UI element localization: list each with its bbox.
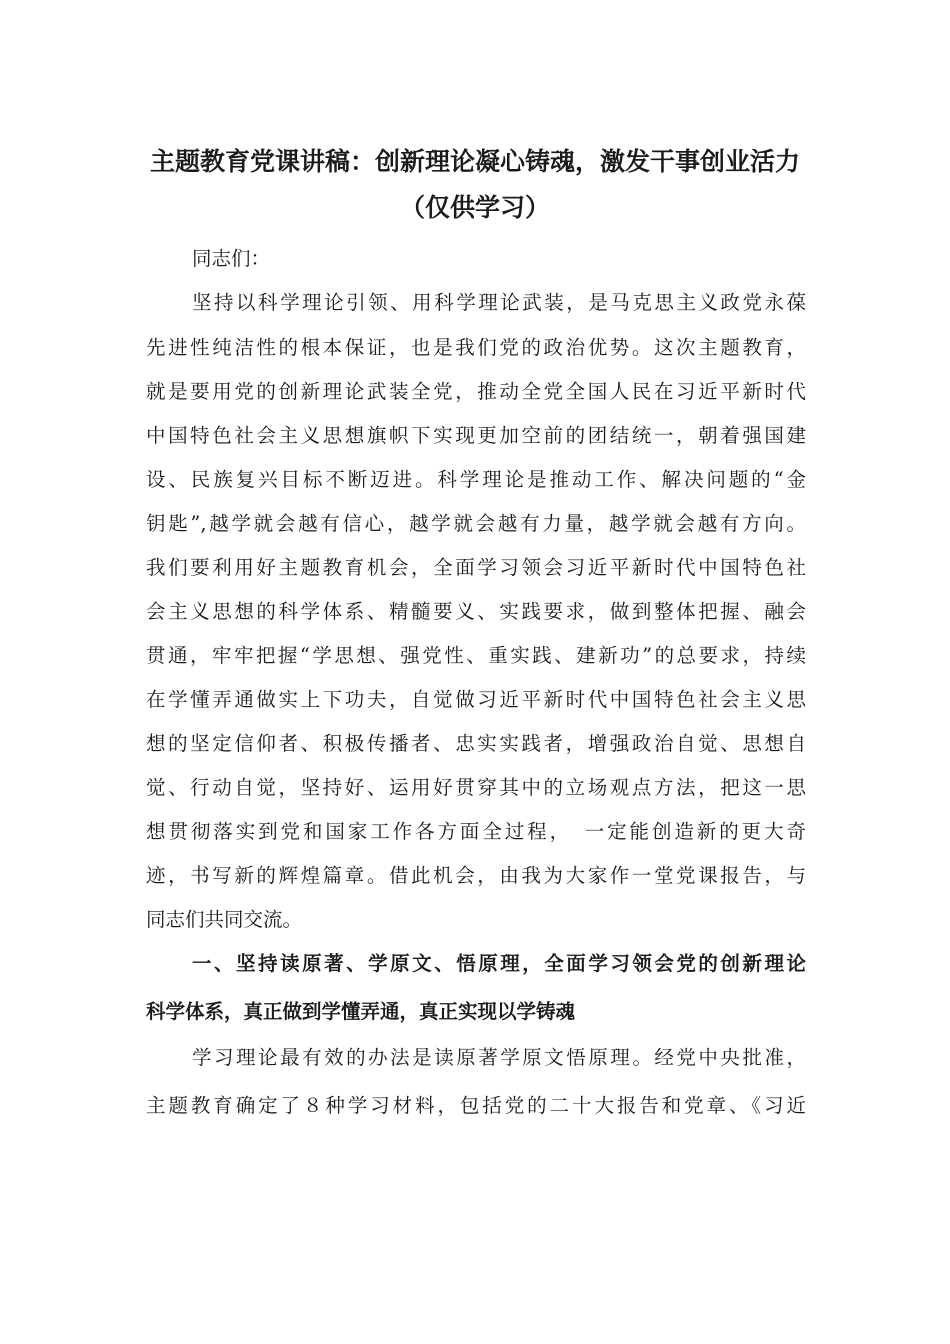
salutation: 同志们： [192, 247, 271, 270]
paragraph-line: 先进性纯洁性的根本保证，也是我们党的政治优势。这次主题教育， [146, 336, 806, 359]
paragraph-line: 觉、行动自觉，坚持好、运用好贯穿其中的立场观点方法，把这一思 [146, 776, 806, 799]
section-heading: 一、坚持读原著、学原文、悟原理，全面学习领会党的创新理论 [192, 952, 806, 975]
document-subtitle: （仅供学习） [399, 193, 550, 222]
paragraph-line: 坚持以科学理论引领、用科学理论武装，是马克思主义政党永葆 [192, 291, 806, 314]
document-title: 主题教育党课讲稿：创新理论凝心铸魂，激发干事创业活力 [149, 147, 800, 176]
paragraph-line: 迹，书写新的辉煌篇章。借此机会，由我为大家作一堂党课报告，与 [146, 864, 806, 887]
paragraph-line: 同志们共同交流。 [146, 908, 303, 931]
paragraph-line: 中国特色社会主义思想旗帜下实现更加空前的团结统一，朝着强国建 [146, 424, 806, 447]
paragraph-line: 贯通，牢牢把握“学思想、强党性、重实践、建新功”的总要求，持续 [146, 644, 806, 667]
paragraph-line: 想的坚定信仰者、积极传播者、忠实实践者，增强政治自觉、思想自 [146, 732, 806, 755]
section-heading: 科学体系，真正做到学懂弄通，真正实现以学铸魂 [146, 1000, 576, 1023]
paragraph-line: 会主义思想的科学体系、精髓要义、实践要求，做到整体把握、融会 [146, 600, 806, 623]
paragraph-line: 就是要用党的创新理论武装全党，推动全党全国人民在习近平新时代 [146, 380, 806, 403]
paragraph-line: 钥匙”,越学就会越有信心，越学就会越有力量，越学就会越有方向。 [146, 512, 806, 535]
paragraph-line: 学习理论最有效的办法是读原著学原文悟原理。经党中央批准， [192, 1046, 806, 1069]
paragraph-line: 在学懂弄通做实上下功夫，自觉做习近平新时代中国特色社会主义思 [146, 688, 806, 711]
paragraph-line: 设、民族复兴目标不断迈进。科学理论是推动工作、解决问题的“金 [146, 468, 806, 491]
paragraph-line: 想贯彻落实到党和国家工作各方面全过程， 一定能创造新的更大奇 [146, 820, 806, 843]
paragraph-line: 我们要利用好主题教育机会，全面学习领会习近平新时代中国特色社 [146, 556, 806, 579]
paragraph-line: 主题教育确定了８种学习材料，包括党的二十大报告和党章、《习近 [146, 1094, 806, 1117]
